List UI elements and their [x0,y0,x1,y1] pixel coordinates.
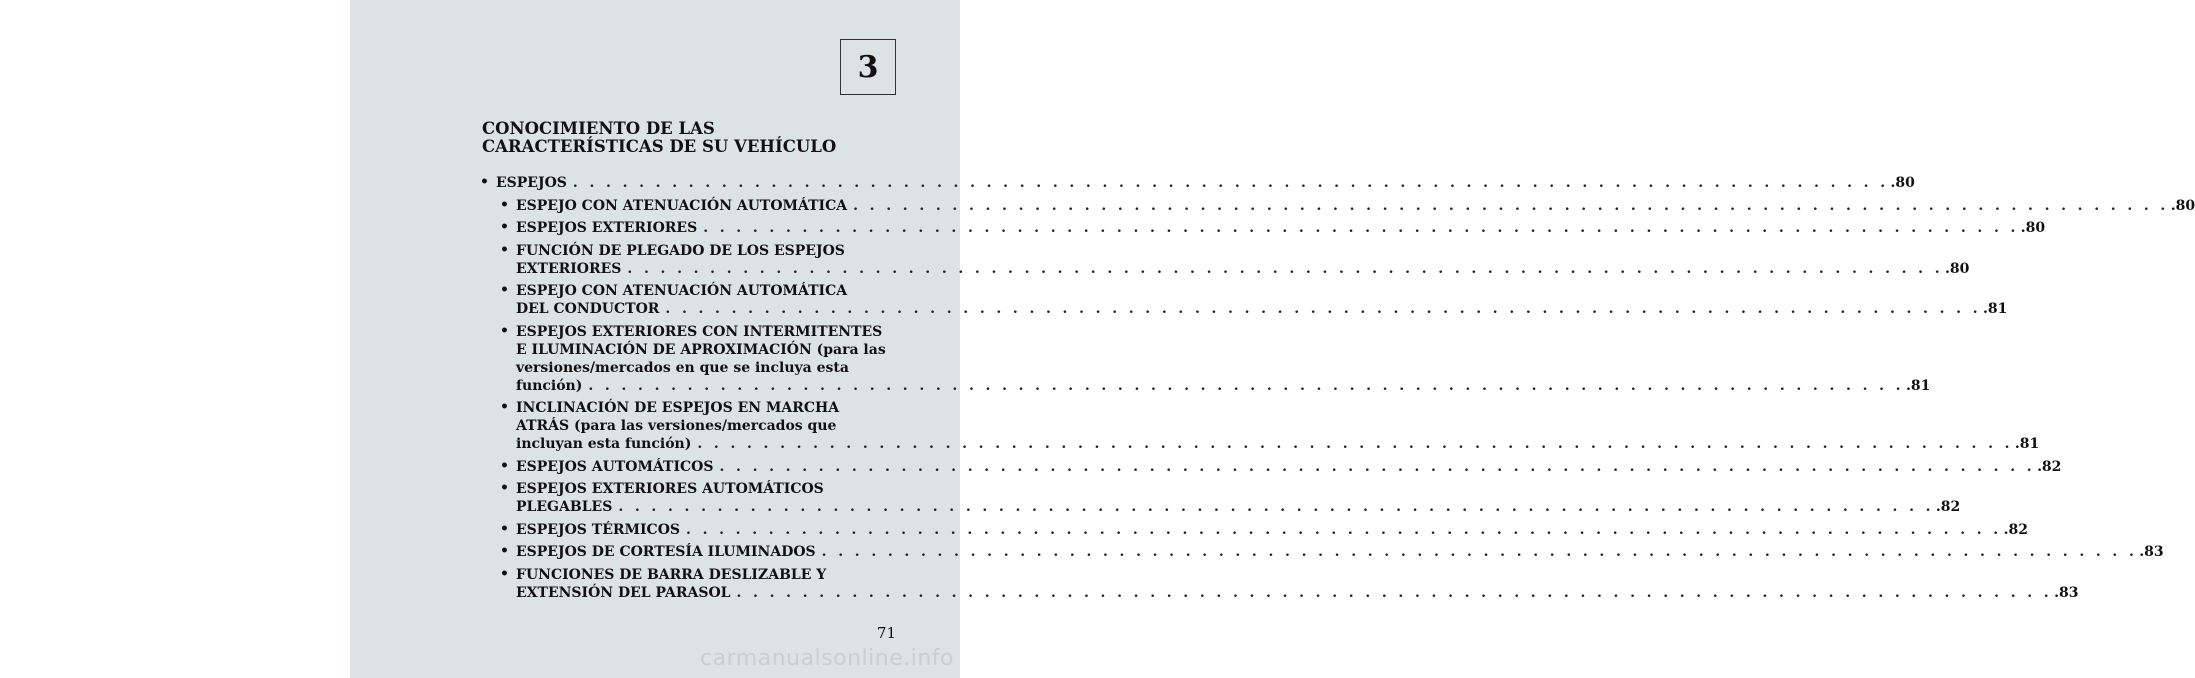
bullet-icon: • [500,282,509,298]
toc-entry-text: ESPEJOS EXTERIORES [516,220,698,236]
dot-leader: . . . . . . . . . . . . . . . . . . . . . . . . . . . . . . . . . . . . . . . . . . . . . . . . . . . . . . . . . . . . . . . . . . . . . . . . . . . . . . . . [736,584,2053,601]
dot-leader: . . . . . . . . . . . . . . . . . . . . . . . . . . . . . . . . . . . . . . . . . . . . . . . . . . . . . . . . . . . . . . . . . . . . . . . . . . . . . . . . [821,544,2138,560]
toc-entry-text: EXTERIORES [516,260,622,277]
dot-leader: . . . . . . . . . . . . . . . . . . . . . . . . . . . . . . . . . . . . . . . . . . . . . . . . . . . . . . . . . . . . . . . . . . . . . . . . . . . . . . . . [618,499,1934,515]
toc-entry-text: E ILUMINACIÓN DE APROXIMACIÓN (para las [516,341,886,358]
bullet-icon: • [500,520,509,537]
toc-entry-text: ESPEJO CON ATENUACIÓN AUTOMÁTICA [516,197,848,214]
bullet-icon: • [500,565,509,582]
toc-entry[interactable] [500,480,1961,516]
toc-page-ref: .81 [2014,436,2040,452]
toc-page-ref: .80 [1890,175,1915,191]
toc-entry[interactable] [500,282,2008,318]
page-number: 71 [876,624,896,642]
toc-entry[interactable] [500,241,1970,278]
dot-leader: . . . . . . . . . . . . . . . . . . . . . . . . . . . . . . . . . . . . . . . . . . . . . . . . . . . . . . . . . . . . . . . . . . . . . . . . . . . . . . . . [665,301,1981,317]
bullet-icon: • [500,196,509,213]
toc-entry[interactable] [500,520,2028,539]
dot-leader: . . . . . . . . . . . . . . . . . . . . . . . . . . . . . . . . . . . . . . . . . . . . . . . . . . . . . . . . . . . . . . . . . . . . . . . . . . . . . . . . [719,458,2036,475]
section-title-line: CARACTERÍSTICAS DE SU VEHÍCULO [482,137,837,156]
toc-entry[interactable] [500,457,2062,476]
toc-entry-text: ESPEJOS DE CORTESÍA ILUMINADOS [516,544,816,560]
toc-entry-text: ESPEJO CON ATENUACIÓN AUTOMÁTICA [516,283,848,299]
toc-entry-text: versiones/mercados en que se incluya esta [516,359,849,376]
toc-entry[interactable] [480,174,1915,192]
toc-entry-text: ESPEJOS EXTERIORES AUTOMÁTICOS [516,481,824,497]
toc-entry-text: FUNCIÓN DE PLEGADO DE LOS ESPEJOS [516,242,845,259]
toc-page-ref: .82 [2037,458,2062,475]
bullet-icon: • [500,219,509,235]
toc-page-ref: .82 [2003,521,2028,538]
toc-page-ref: .80 [1945,260,1970,277]
section-title-line: CONOCIMIENTO DE LAS [482,119,715,138]
toc-entry[interactable] [500,399,2040,453]
toc-page-ref: .83 [2054,584,2079,601]
toc-entry-text: ATRÁS (para las versiones/mercados que [516,418,837,434]
dot-leader: . . . . . . . . . . . . . . . . . . . . . . . . . . . . . . . . . . . . . . . . . . . . . . . . . . . . . . . . . . . . . . . . . . . . . . . . . . . . . . . . [853,197,2169,214]
toc-entry[interactable] [500,565,2079,602]
dot-leader: . . . . . . . . . . . . . . . . . . . . . . . . . . . . . . . . . . . . . . . . . . . . . . . . . . . . . . . . . . . . . . . . . . . . . . . . . . . . . . . . [697,436,2013,452]
toc-entry-text: PLEGABLES [516,499,613,515]
toc-entry-text: función) [516,377,583,394]
toc-page-ref: .83 [2139,544,2164,560]
toc-entry-text: ESPEJOS [496,175,567,191]
dot-leader: . . . . . . . . . . . . . . . . . . . . . . . . . . . . . . . . . . . . . . . . . . . . . . . . . . . . . . . . . . . . . . . . . . . . . . . . . . . . . . . . [703,220,2019,236]
bullet-icon: • [500,399,509,415]
bullet-icon: • [500,241,509,258]
bullet-icon: • [480,174,489,190]
dot-leader: . . . . . . . . . . . . . . . . . . . . . . . . . . . . . . . . . . . . . . . . . . . . . . . . . . . . . . . . . . . . . . . . . . . . . . . . . . . . . . . . [588,377,1904,394]
toc-page-ref: .81 [1905,377,1931,394]
toc-page-ref: .80 [2020,220,2046,236]
bullet-icon: • [500,322,509,339]
toc-entry[interactable] [500,219,2046,237]
toc-entry-text: INCLINACIÓN DE ESPEJOS EN MARCHA [516,400,840,416]
toc-entry-text: ESPEJOS TÉRMICOS [516,521,681,538]
section-title [482,120,922,156]
watermark: carmanualsonline.info [700,646,954,671]
manual-page [350,0,2195,678]
bullet-icon: • [500,480,509,496]
toc-entry-text: EXTENSIÓN DEL PARASOL [516,584,731,601]
toc-entry[interactable] [500,322,1931,395]
chapter-number-box: 3 [840,39,896,95]
bullet-icon: • [500,543,509,559]
toc-page-ref: .80 [2170,197,2195,214]
toc-page-ref: .82 [1935,499,1961,515]
toc-entry[interactable] [500,543,2164,561]
toc-entry-text: DEL CONDUCTOR [516,301,660,317]
toc-entry-text: ESPEJOS EXTERIORES CON INTERMITENTES [516,323,883,340]
dot-leader: . . . . . . . . . . . . . . . . . . . . . . . . . . . . . . . . . . . . . . . . . . . . . . . . . . . . . . . . . . . . . . . . . . . . . . . . . . . . . . . . [572,175,1889,191]
dot-leader: . . . . . . . . . . . . . . . . . . . . . . . . . . . . . . . . . . . . . . . . . . . . . . . . . . . . . . . . . . . . . . . . . . . . . . . . . . . . . . . . [686,521,2002,538]
toc-entry-text: incluyan esta función) [516,436,692,452]
toc-page-ref: .81 [1982,301,2008,317]
dot-leader: . . . . . . . . . . . . . . . . . . . . . . . . . . . . . . . . . . . . . . . . . . . . . . . . . . . . . . . . . . . . . . . . . . . . . . . . . . . . . . . . [627,260,1943,277]
toc-entry[interactable] [500,196,2195,215]
bullet-icon: • [500,457,509,474]
toc-entry-text: FUNCIONES DE BARRA DESLIZABLE Y [516,566,827,583]
toc-entry-text: ESPEJOS AUTOMÁTICOS [516,458,714,475]
